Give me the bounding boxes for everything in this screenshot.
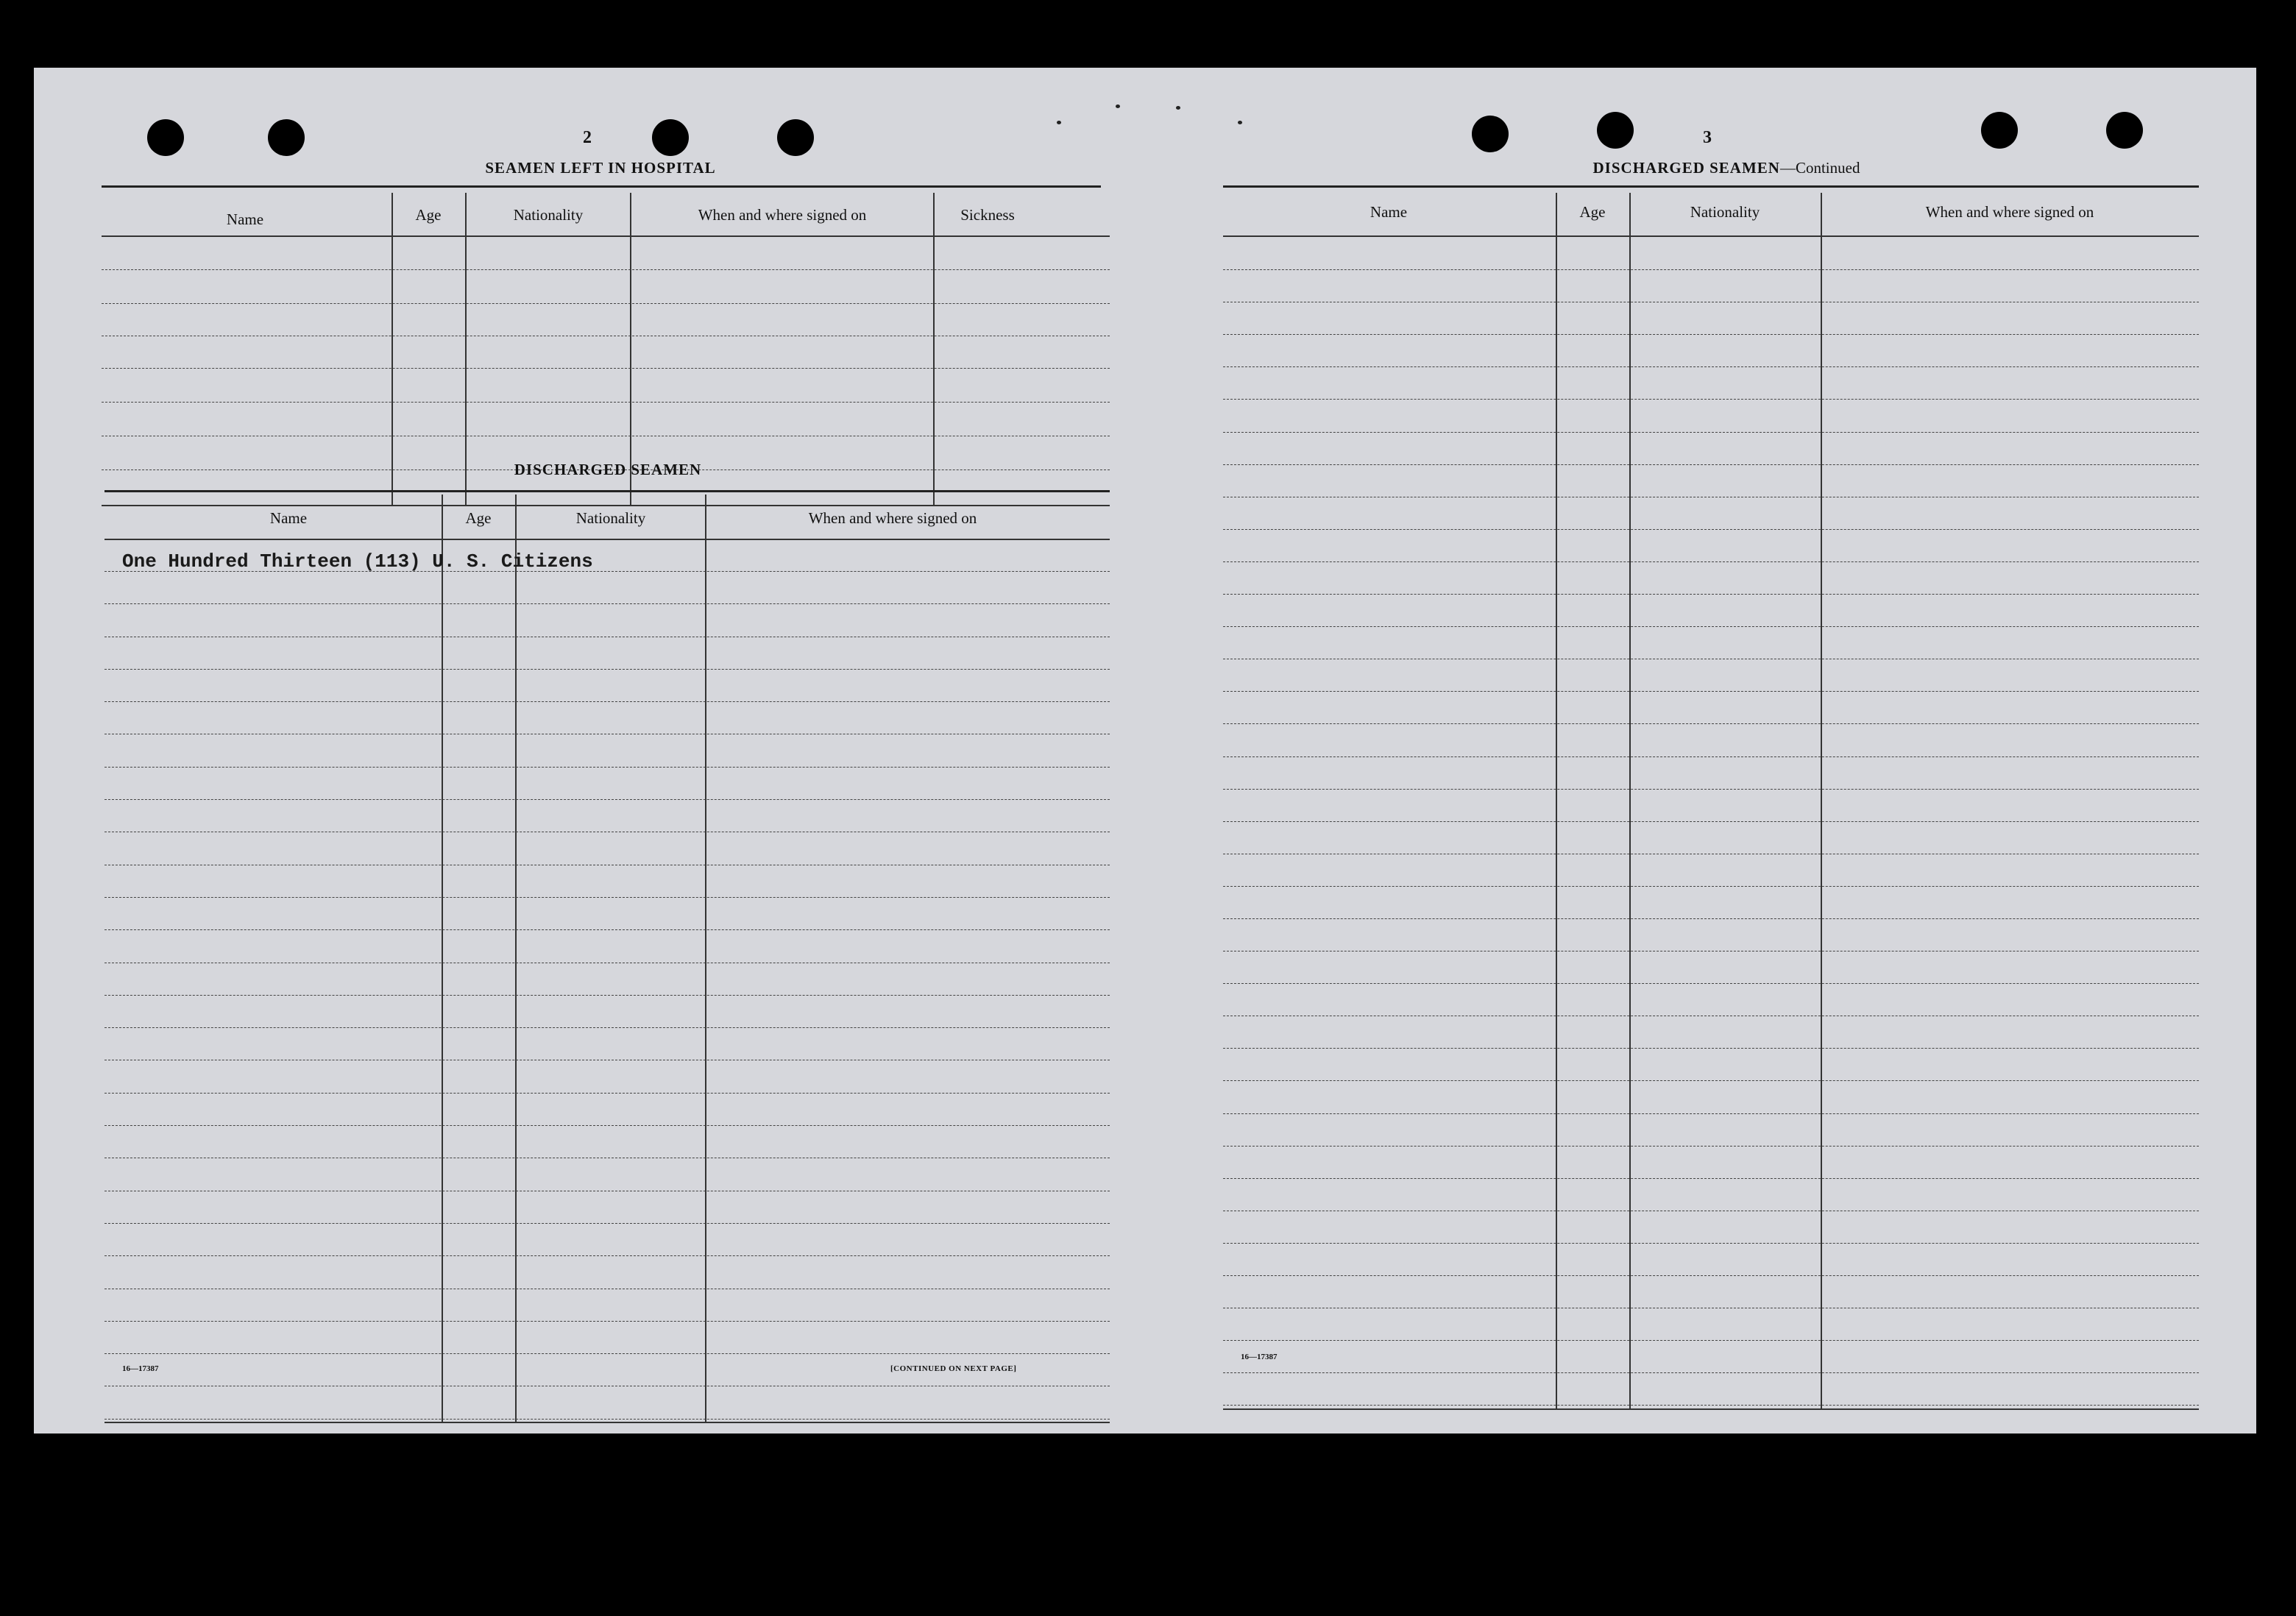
col-header-nationality: Nationality	[575, 509, 646, 527]
col-header-age: Age	[415, 206, 442, 224]
speck	[1116, 104, 1120, 108]
discharged-continued-title	[1476, 159, 1977, 177]
page-number: 3	[1703, 128, 1712, 147]
document-sheet	[34, 68, 2256, 1434]
row-line	[104, 1093, 1110, 1094]
column-divider	[1556, 193, 1557, 1408]
header-rule	[1223, 235, 2199, 237]
row-line	[1223, 464, 2199, 465]
row-line	[104, 669, 1110, 670]
column-divider	[465, 193, 467, 505]
col-header-name: Name	[1370, 203, 1408, 221]
row-line	[102, 303, 1110, 304]
row-line	[104, 929, 1110, 930]
column-divider	[1821, 193, 1822, 1408]
punch-hole	[2106, 112, 2143, 149]
col-header-name: Name	[226, 210, 264, 228]
row-line	[104, 1027, 1110, 1028]
hospital-section-title: SEAMEN LEFT IN HOSPITAL	[485, 159, 716, 177]
row-line	[1223, 366, 2199, 367]
row-line	[104, 995, 1110, 996]
column-divider	[1629, 193, 1631, 1408]
row-line	[1223, 1048, 2199, 1049]
title-main: DISCHARGED SEAMEN	[1592, 159, 1780, 177]
row-line	[104, 1125, 1110, 1126]
row-line	[104, 571, 1110, 572]
row-line	[1223, 594, 2199, 595]
row-line	[104, 701, 1110, 702]
row-line	[102, 402, 1110, 403]
header-rule	[104, 539, 1110, 540]
column-divider	[442, 495, 443, 1422]
row-line	[1223, 334, 2199, 335]
punch-hole	[1472, 116, 1509, 152]
row-line	[104, 1353, 1110, 1354]
col-header-signed-on: When and where signed on	[808, 509, 977, 527]
col-header-signed-on: When and where signed on	[698, 206, 867, 224]
row-line	[1223, 1080, 2199, 1081]
col-header-nationality: Nationality	[1690, 203, 1760, 221]
row-line	[1223, 626, 2199, 627]
col-header-sickness: Sickness	[960, 206, 1015, 224]
row-line	[1223, 723, 2199, 724]
column-divider	[630, 193, 631, 505]
section-rule	[1223, 185, 2199, 188]
row-line	[102, 368, 1110, 369]
punch-hole	[147, 119, 184, 156]
rule	[104, 1422, 1110, 1423]
discharged-section-title: DISCHARGED SEAMEN	[514, 461, 702, 478]
row-line	[104, 603, 1110, 604]
speck	[1176, 106, 1180, 110]
col-header-age: Age	[465, 509, 492, 527]
column-divider	[515, 495, 517, 1422]
title-suffix: —Continued	[1779, 159, 1860, 177]
punch-hole	[652, 119, 689, 156]
row-line	[104, 1255, 1110, 1256]
punch-hole	[777, 119, 814, 156]
rule	[1223, 1408, 2199, 1410]
col-header-signed-on: When and where signed on	[1925, 203, 2094, 221]
punch-hole	[268, 119, 305, 156]
rule	[102, 505, 1110, 506]
column-divider	[705, 495, 706, 1422]
speck	[1238, 121, 1242, 124]
discharged-entry: One Hundred Thirteen (113) U. S. Citizens	[122, 550, 593, 573]
row-line	[1223, 1372, 2199, 1373]
form-number: 16—17387	[122, 1364, 159, 1373]
row-line	[1223, 1243, 2199, 1244]
row-line	[1223, 399, 2199, 400]
col-header-name: Name	[269, 509, 308, 527]
continued-note: [CONTINUED ON NEXT PAGE]	[890, 1364, 1017, 1373]
row-line	[102, 269, 1110, 270]
column-divider	[391, 193, 393, 505]
row-line	[104, 897, 1110, 898]
rule	[102, 185, 1101, 188]
row-line	[1223, 529, 2199, 530]
row-line	[104, 1223, 1110, 1224]
form-number: 16—17387	[1241, 1353, 1278, 1361]
row-line	[1223, 789, 2199, 790]
row-line	[1223, 983, 2199, 984]
punch-hole	[1981, 112, 2018, 149]
col-header-age: Age	[1579, 203, 1606, 221]
row-line	[1223, 432, 2199, 433]
row-line	[1223, 918, 2199, 919]
row-line	[1223, 1405, 2199, 1406]
row-line	[1223, 886, 2199, 887]
speck	[1057, 121, 1061, 124]
row-line	[1223, 1113, 2199, 1114]
row-line	[104, 767, 1110, 768]
column-divider	[933, 193, 935, 505]
row-line	[1223, 1340, 2199, 1341]
punch-hole	[1597, 112, 1634, 149]
row-line	[1223, 691, 2199, 692]
row-line	[1223, 756, 2199, 757]
row-line	[104, 799, 1110, 800]
col-header-nationality: Nationality	[513, 206, 584, 224]
row-line	[104, 1419, 1110, 1420]
row-line	[1223, 1146, 2199, 1147]
row-line	[1223, 821, 2199, 822]
section-rule	[104, 490, 1110, 492]
page-number: 2	[583, 128, 592, 147]
row-line	[1223, 1178, 2199, 1179]
row-line	[104, 1321, 1110, 1322]
header-rule	[102, 235, 1110, 237]
row-line	[1223, 561, 2199, 562]
row-line	[1223, 1275, 2199, 1276]
row-line	[1223, 269, 2199, 270]
